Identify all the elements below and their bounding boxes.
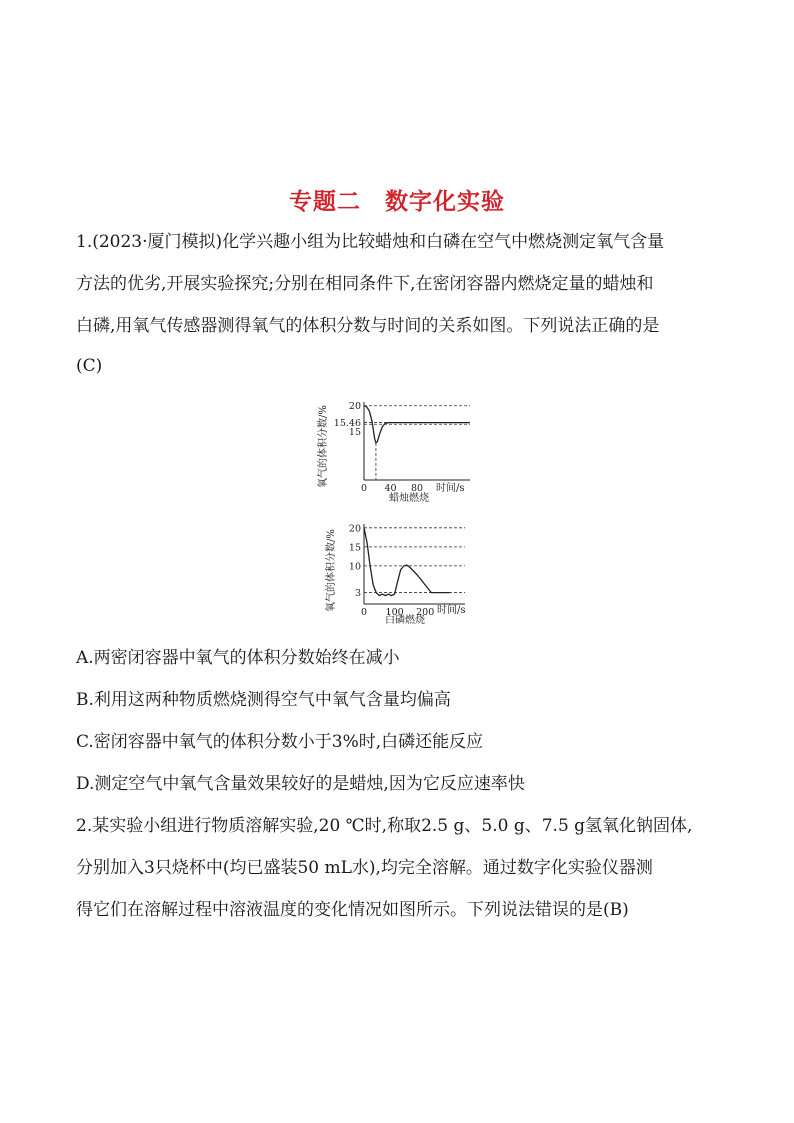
x-axis-label: 时间/s — [436, 483, 465, 494]
y-tick-label: 15 — [348, 427, 361, 439]
y-axis-label: 氧气的体积分数/% — [318, 405, 329, 488]
y-tick-label: 20 — [348, 401, 361, 413]
option-d: D.测定空气中氧气含量效果较好的是蜡烛,因为它反应速率快 — [76, 774, 525, 794]
x-tick-label: 0 — [360, 607, 368, 618]
page-title: 专题二 数字化实验 — [289, 189, 505, 215]
x-axis-label: 时间/s — [437, 605, 466, 616]
question-1-line-4: (C) — [76, 356, 103, 376]
question-1-line-2: 方法的优劣,开展实验探究;分别在相同条件下,在密闭容器内燃烧定量的蜡烛和 — [76, 274, 654, 294]
chart-caption: 蜡烛燃烧 — [389, 493, 429, 504]
question-1-line-1: 1.(2023·厦门模拟)化学兴趣小组为比较蜡烛和白磷在空气中燃烧测定氧气含量 — [76, 232, 665, 252]
phosphorus-oxygen-series — [364, 528, 450, 596]
phosphorus-oxygen-chart — [320, 512, 490, 632]
option-b: B.利用这两种物质燃烧测得空气中氧气含量均偏高 — [76, 690, 451, 710]
question-1-line-3: 白磷,用氧气传感器测得氧气的体积分数与时间的关系如图。下列说法正确的是 — [76, 316, 660, 336]
option-a: A.两密闭容器中氧气的体积分数始终在减小 — [76, 648, 400, 668]
question-2-line-3: 得它们在溶解过程中溶液温度的变化情况如图所示。下列说法错误的是(B) — [76, 900, 629, 920]
y-tick-label: 3 — [354, 588, 361, 600]
y-tick-label: 20 — [348, 523, 361, 535]
x-tick-label: 0 — [360, 483, 368, 494]
chart-caption: 白磷燃烧 — [385, 615, 425, 626]
question-2-line-2: 分别加入3只烧杯中(均已盛装50 mL水),均完全溶解。通过数字化实验仪器测 — [76, 858, 653, 878]
x-tick-label: 200 — [416, 607, 435, 618]
x-tick-label: 80 — [410, 483, 424, 494]
x-tick-label: 100 — [385, 607, 404, 618]
x-tick-label: 40 — [384, 483, 397, 494]
question-2-line-1: 2.某实验小组进行物质溶解实验,20 ℃时,称取2.5 g、5.0 g、7.5 g氢氧化钠固体, — [76, 816, 693, 836]
y-tick-label: 15 — [348, 542, 361, 554]
y-tick-label: 15.46 — [333, 418, 361, 430]
y-axis-label: 氧气的体积分数/% — [326, 529, 337, 612]
y-tick-label: 10 — [348, 561, 361, 573]
option-c: C.密闭容器中氧气的体积分数小于3%时,白磷还能反应 — [76, 732, 484, 752]
candle-oxygen-chart — [310, 388, 500, 508]
